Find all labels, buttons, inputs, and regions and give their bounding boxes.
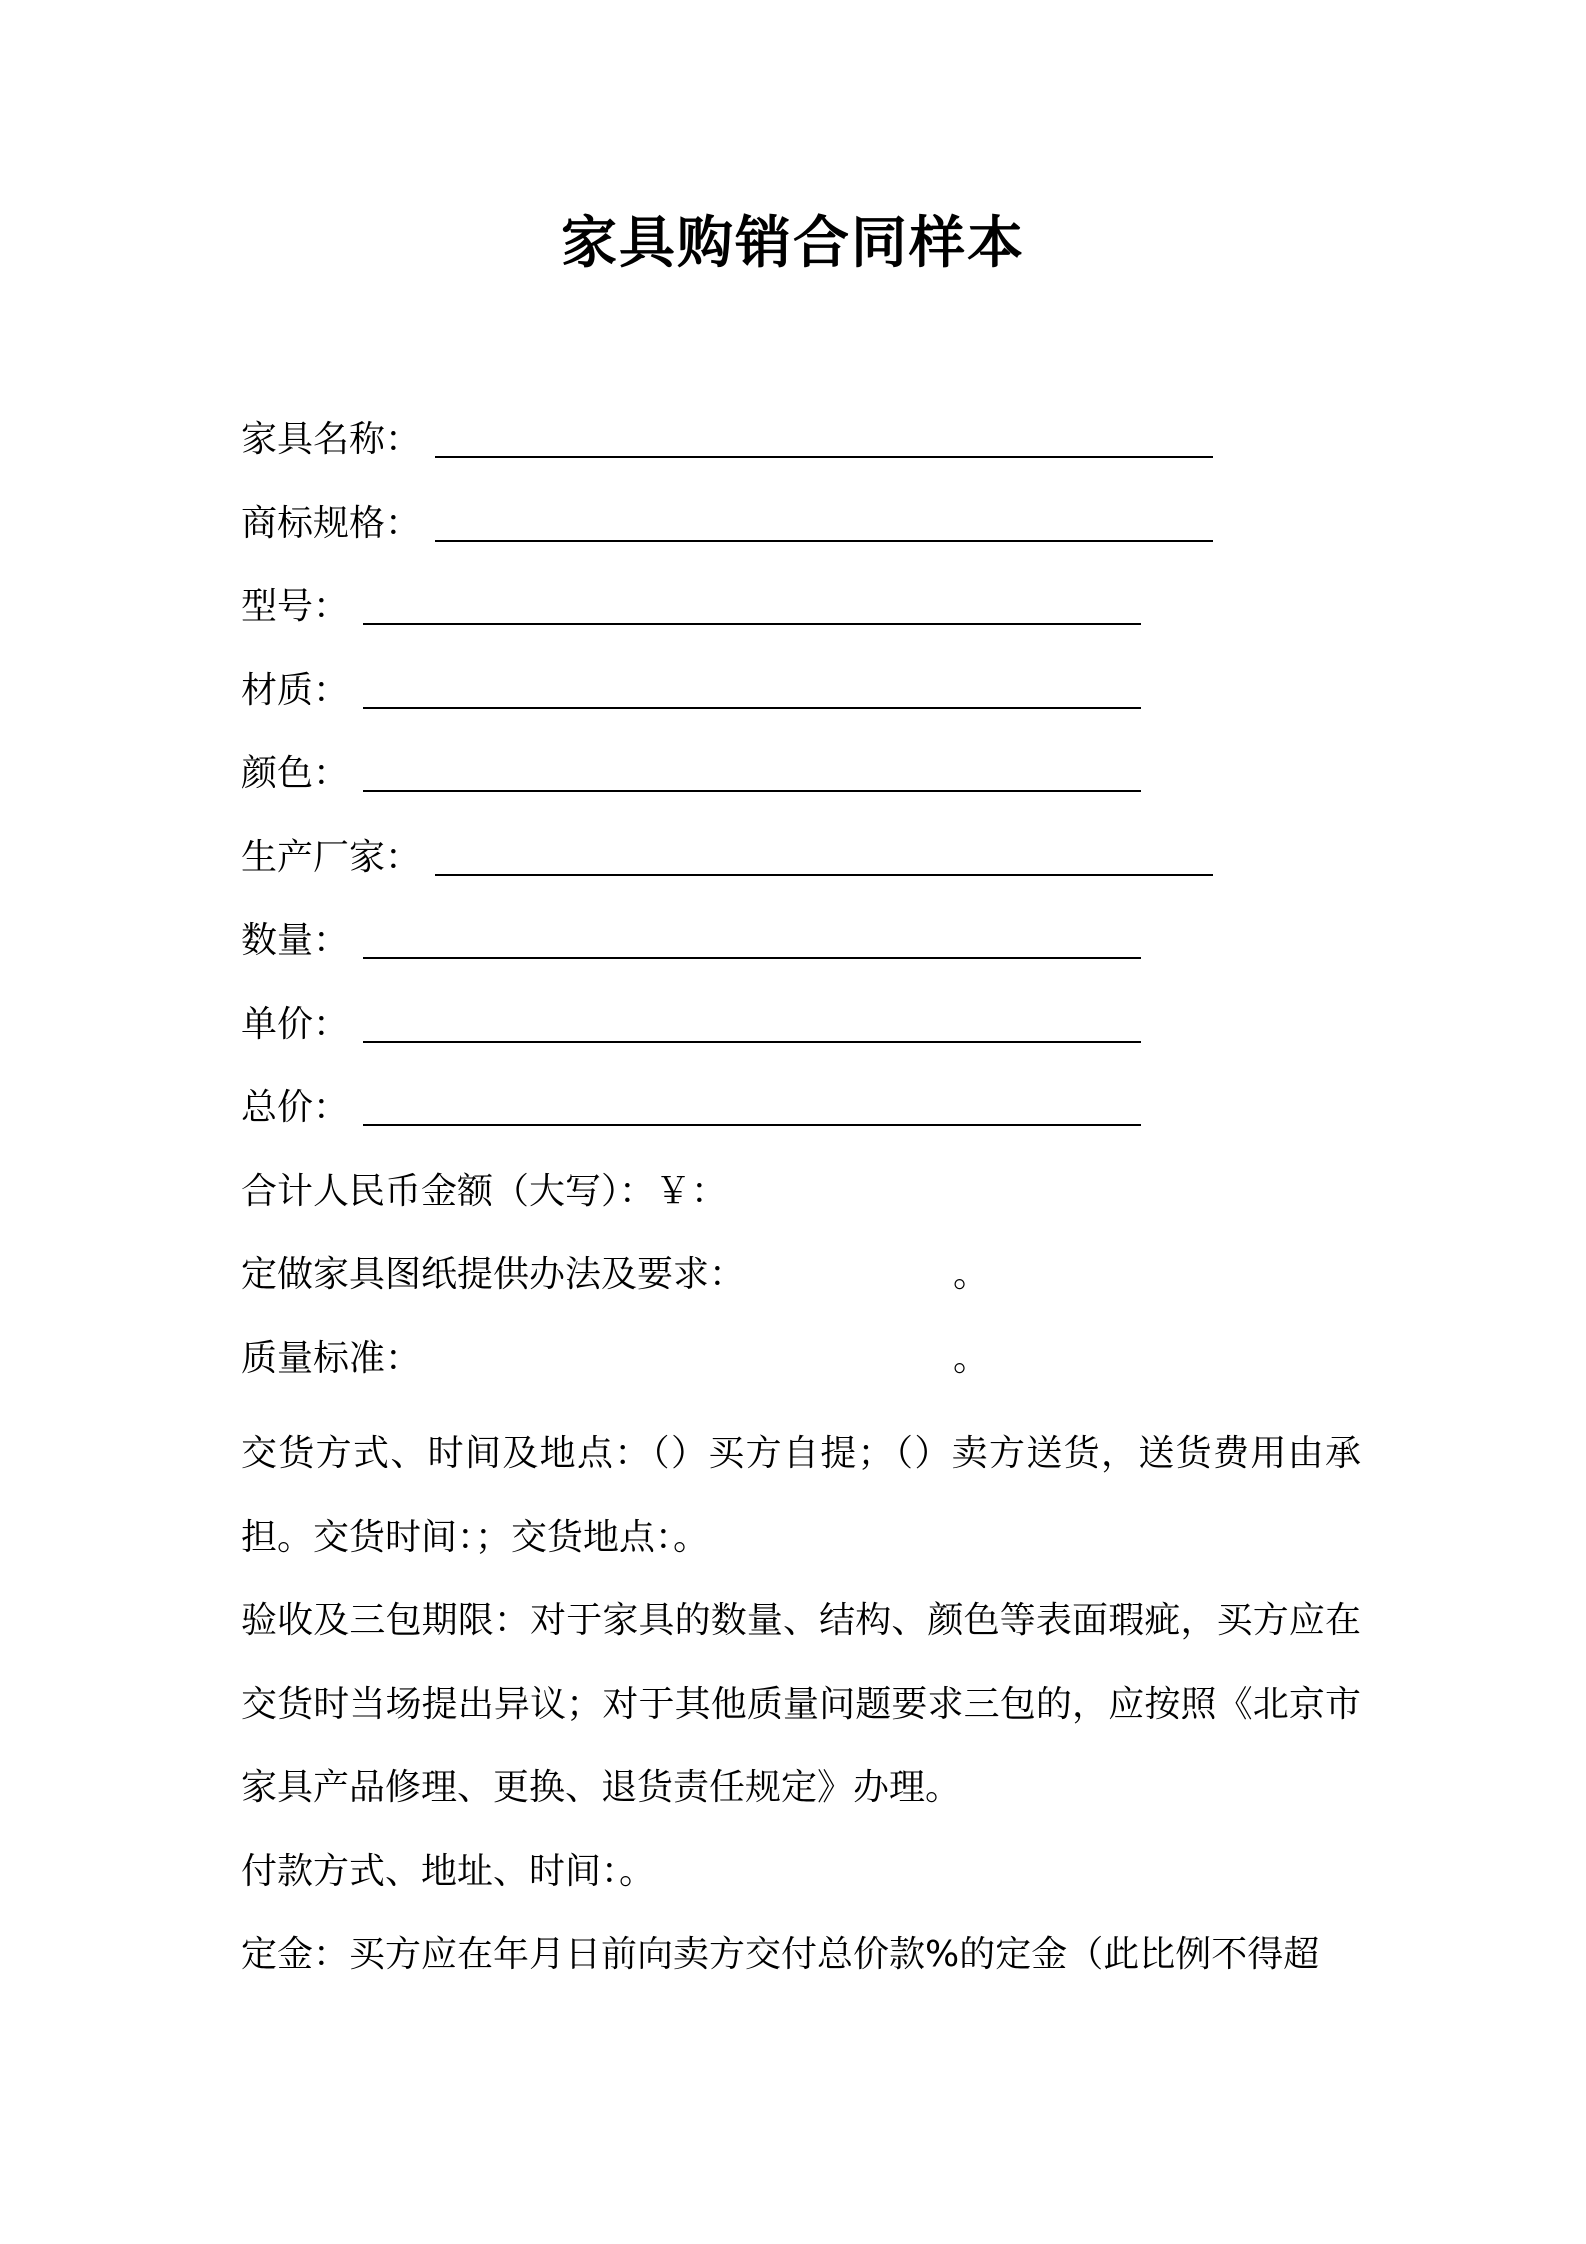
- acceptance-warranty-paragraph: 验收及三包期限：对于家具的数量、结构、颜色等表面瑕疵，买方应在交货时当场提出异议；对于其他质量问题要求三包的，应按照《北京市家具产品修理、更换、退货责任规定》办理。: [241, 1600, 1361, 1808]
- fill-blank-line: [363, 661, 1141, 709]
- total-amount-line: [241, 1162, 1361, 1246]
- quality-standard-end: 。: [953, 1337, 990, 1379]
- drawing-requirements-end: 。: [953, 1254, 990, 1295]
- fill-blank-line: [363, 577, 1141, 625]
- field-color: [241, 744, 1361, 828]
- drawing-requirements-line: [241, 1245, 1361, 1329]
- drawing-requirements-label: 定做家具图纸提供办法及要求：: [241, 1254, 746, 1295]
- fill-blank-line: [363, 1078, 1141, 1126]
- field-label: 数量：: [241, 920, 350, 961]
- document-title: 家具购销合同样本: [561, 211, 1025, 276]
- field-manufacturer: [241, 828, 1361, 912]
- fill-blank-line: [363, 911, 1141, 959]
- field-label: 家具名称：: [241, 419, 422, 460]
- field-furniture-name: [241, 410, 1361, 494]
- fill-blank-line: [435, 494, 1213, 542]
- field-total-price: [241, 1078, 1361, 1162]
- field-model: [241, 577, 1361, 661]
- quality-standard-label: 质量标准：: [241, 1337, 422, 1379]
- field-trademark-spec: [241, 494, 1361, 578]
- field-label: 材质：: [241, 669, 350, 711]
- field-label: 型号：: [241, 586, 350, 627]
- field-label: 总价：: [241, 1087, 350, 1128]
- delivery-terms-paragraph: 交货方式、时间及地点：（）买方自提；（）卖方送货，送货费用由承担。交货时间：；交货地点：。: [241, 1433, 1361, 1558]
- field-material: [241, 661, 1361, 745]
- quality-standard-line: [241, 1329, 1361, 1413]
- payment-terms-paragraph: 付款方式、地址、时间：。: [241, 1850, 656, 1892]
- field-label: 颜色：: [241, 753, 350, 794]
- total-amount-text: 合计人民币金额（大写）：￥：: [241, 1170, 728, 1212]
- field-label: 商标规格：: [241, 502, 422, 544]
- field-unit-price: [241, 995, 1361, 1079]
- fill-blank-line: [435, 828, 1213, 876]
- document-body: [241, 410, 1361, 1997]
- deposit-paragraph: 定金：买方应在年月日前向卖方交付总价款%的定金（此比例不得超: [241, 1934, 1320, 1975]
- fill-blank-line: [363, 995, 1141, 1043]
- fill-blank-line: [363, 744, 1141, 792]
- field-quantity: [241, 911, 1361, 995]
- field-label: 生产厂家：: [241, 836, 422, 878]
- fill-blank-line: [435, 410, 1213, 458]
- field-label: 单价：: [241, 1003, 350, 1045]
